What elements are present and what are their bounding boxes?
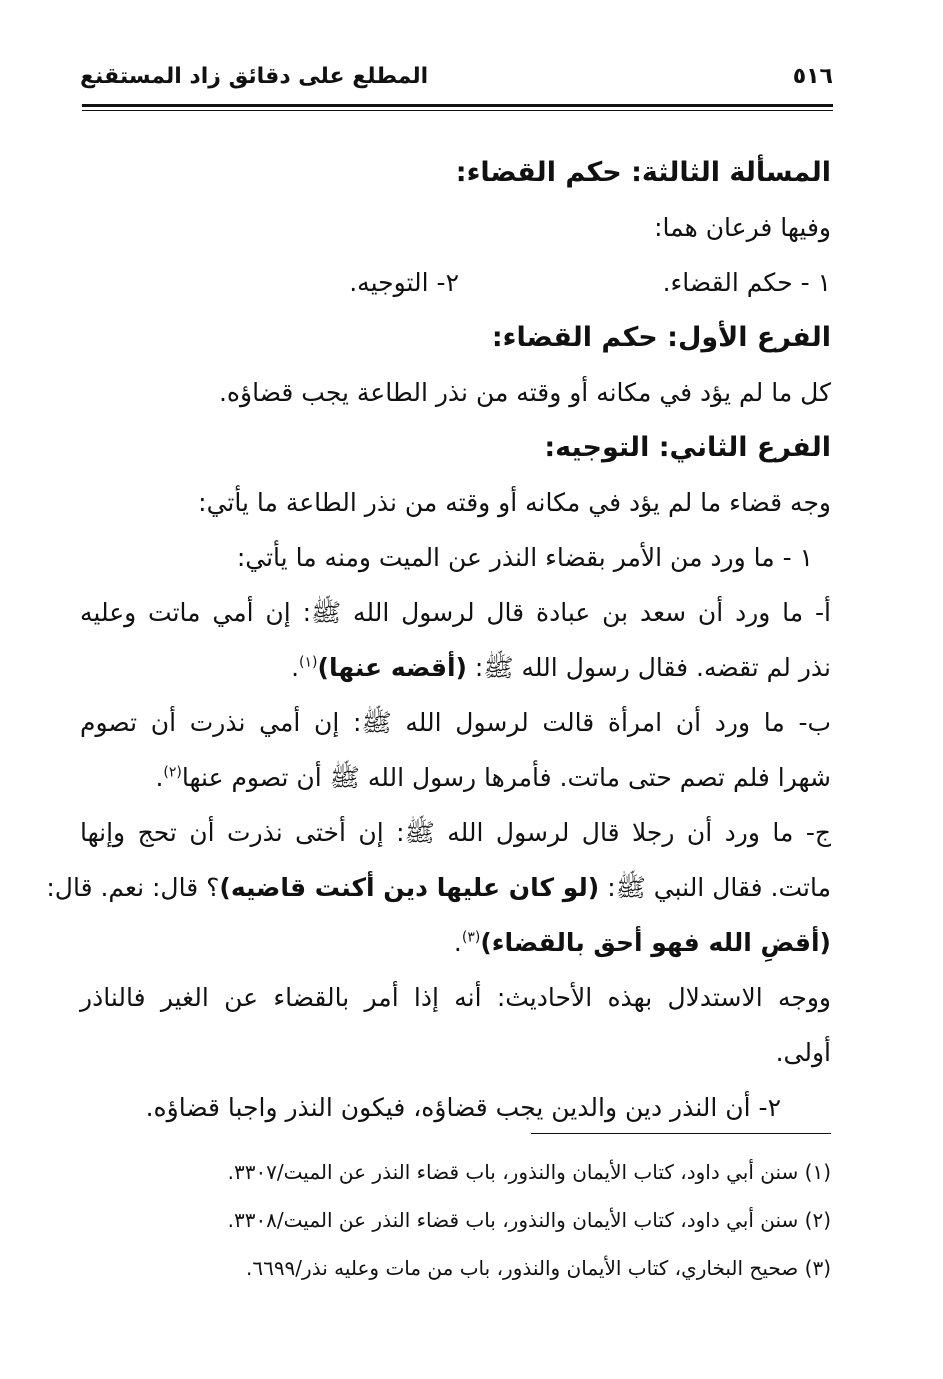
- ruling-line: كل ما لم يؤد في مكانه أو وقته من نذر الطاعة يجب قضاؤه.: [218, 378, 831, 407]
- footnote-3: (٣) صحيح البخاري، كتاب الأيمان والنذور، باب من مات وعليه نذر/٦٦٩٩.: [245, 1256, 831, 1280]
- hadith-a-line-1: أ- ما ورد أن سعد بن عبادة قال لرسول الله ﷺ: إن أمي ماتت وعليه: [80, 598, 831, 627]
- hadith-c-text-b: ؟ قال: نعم. قال:: [46, 873, 220, 902]
- hadith-a-line-2: [80, 640, 831, 695]
- hadith-c-text-a: ماتت. فقال النبي ﷺ:: [599, 873, 831, 902]
- period: .: [453, 928, 462, 957]
- branch-1-heading: الفرع الأول: حكم القضاء:: [491, 322, 831, 353]
- footnote-ref-1[interactable]: (١): [299, 654, 318, 671]
- header-rule-thick: [82, 104, 833, 107]
- hadith-b-line-1: ب- ما ورد أن امرأة قالت لرسول الله ﷺ: إن أمي نذرت أن تصوم: [80, 708, 831, 737]
- header-rule-thin: [82, 110, 833, 111]
- running-head: [80, 62, 833, 102]
- point-2: ٢- أن النذر دين والدين يجب قضاؤه، فيكون النذر واجبا قضاؤه.: [145, 1093, 781, 1122]
- branch-2-label: ٢- التوجيه.: [349, 268, 459, 297]
- footnote-1: (١) سنن أبي داود، كتاب الأيمان والنذور، باب قضاء النذر عن الميت/٣٣٠٧.: [227, 1160, 831, 1184]
- footnote-2: (٢) سنن أبي داود، كتاب الأيمان والنذور، باب قضاء النذر عن الميت/٣٣٠٨.: [227, 1208, 831, 1232]
- footnote-ref-3[interactable]: (٣): [461, 929, 481, 946]
- period: .: [155, 763, 164, 792]
- hadith-b-text: شهرا فلم تصم حتى ماتت. فأمرها رسول الله ﷺ أن تصوم عنها: [181, 763, 831, 792]
- section-heading: المسألة الثالثة: حكم القضاء:: [455, 157, 831, 188]
- hadith-a-quote: (أقضه عنها): [317, 653, 467, 682]
- period: .: [291, 653, 300, 682]
- hadith-c-line-1: ج- ما ورد أن رجلا قال لرسول الله ﷺ: إن أختى نذرت أن تحج وإنها: [80, 818, 831, 847]
- branch-list: [80, 255, 831, 310]
- hadith-c-quote-2: (أقضِ الله فهو أحق بالقضاء): [480, 928, 831, 957]
- footnotes: [80, 1148, 831, 1292]
- branch-2-heading: الفرع الثاني: التوجيه:: [544, 432, 831, 463]
- hadith-c-line-2: [46, 860, 831, 915]
- running-title: المطلع على دقائق زاد المستقنع: [80, 64, 429, 89]
- hadith-c-line-3: [80, 915, 831, 970]
- point-1: ١ - ما ورد من الأمر بقضاء النذر عن الميت ومنه ما يأتي:: [236, 543, 813, 572]
- hadith-b-line-2: [80, 750, 831, 805]
- main-text: [46, 145, 831, 1135]
- footnote-separator: [531, 1133, 831, 1134]
- hadith-a-text: نذر لم تقضه. فقال رسول الله ﷺ:: [466, 653, 831, 682]
- hadith-c-quote: (لو كان عليها دين أكنت قاضيه): [219, 873, 600, 902]
- inference-line-2: أولى.: [775, 1038, 831, 1067]
- branch-1-label: ١ - حكم القضاء.: [662, 268, 831, 297]
- justification-intro: وجه قضاء ما لم يؤد في مكانه أو وقته من نذر الطاعة ما يأتي:: [198, 488, 831, 517]
- page-number: ٥١٦: [792, 64, 833, 89]
- intro-line: وفيها فرعان هما:: [654, 213, 831, 242]
- inference-line-1: ووجه الاستدلال بهذه الأحاديث: أنه إذا أمر بالقضاء عن الغير فالناذر: [80, 983, 831, 1012]
- footnote-ref-2[interactable]: (٢): [163, 764, 182, 781]
